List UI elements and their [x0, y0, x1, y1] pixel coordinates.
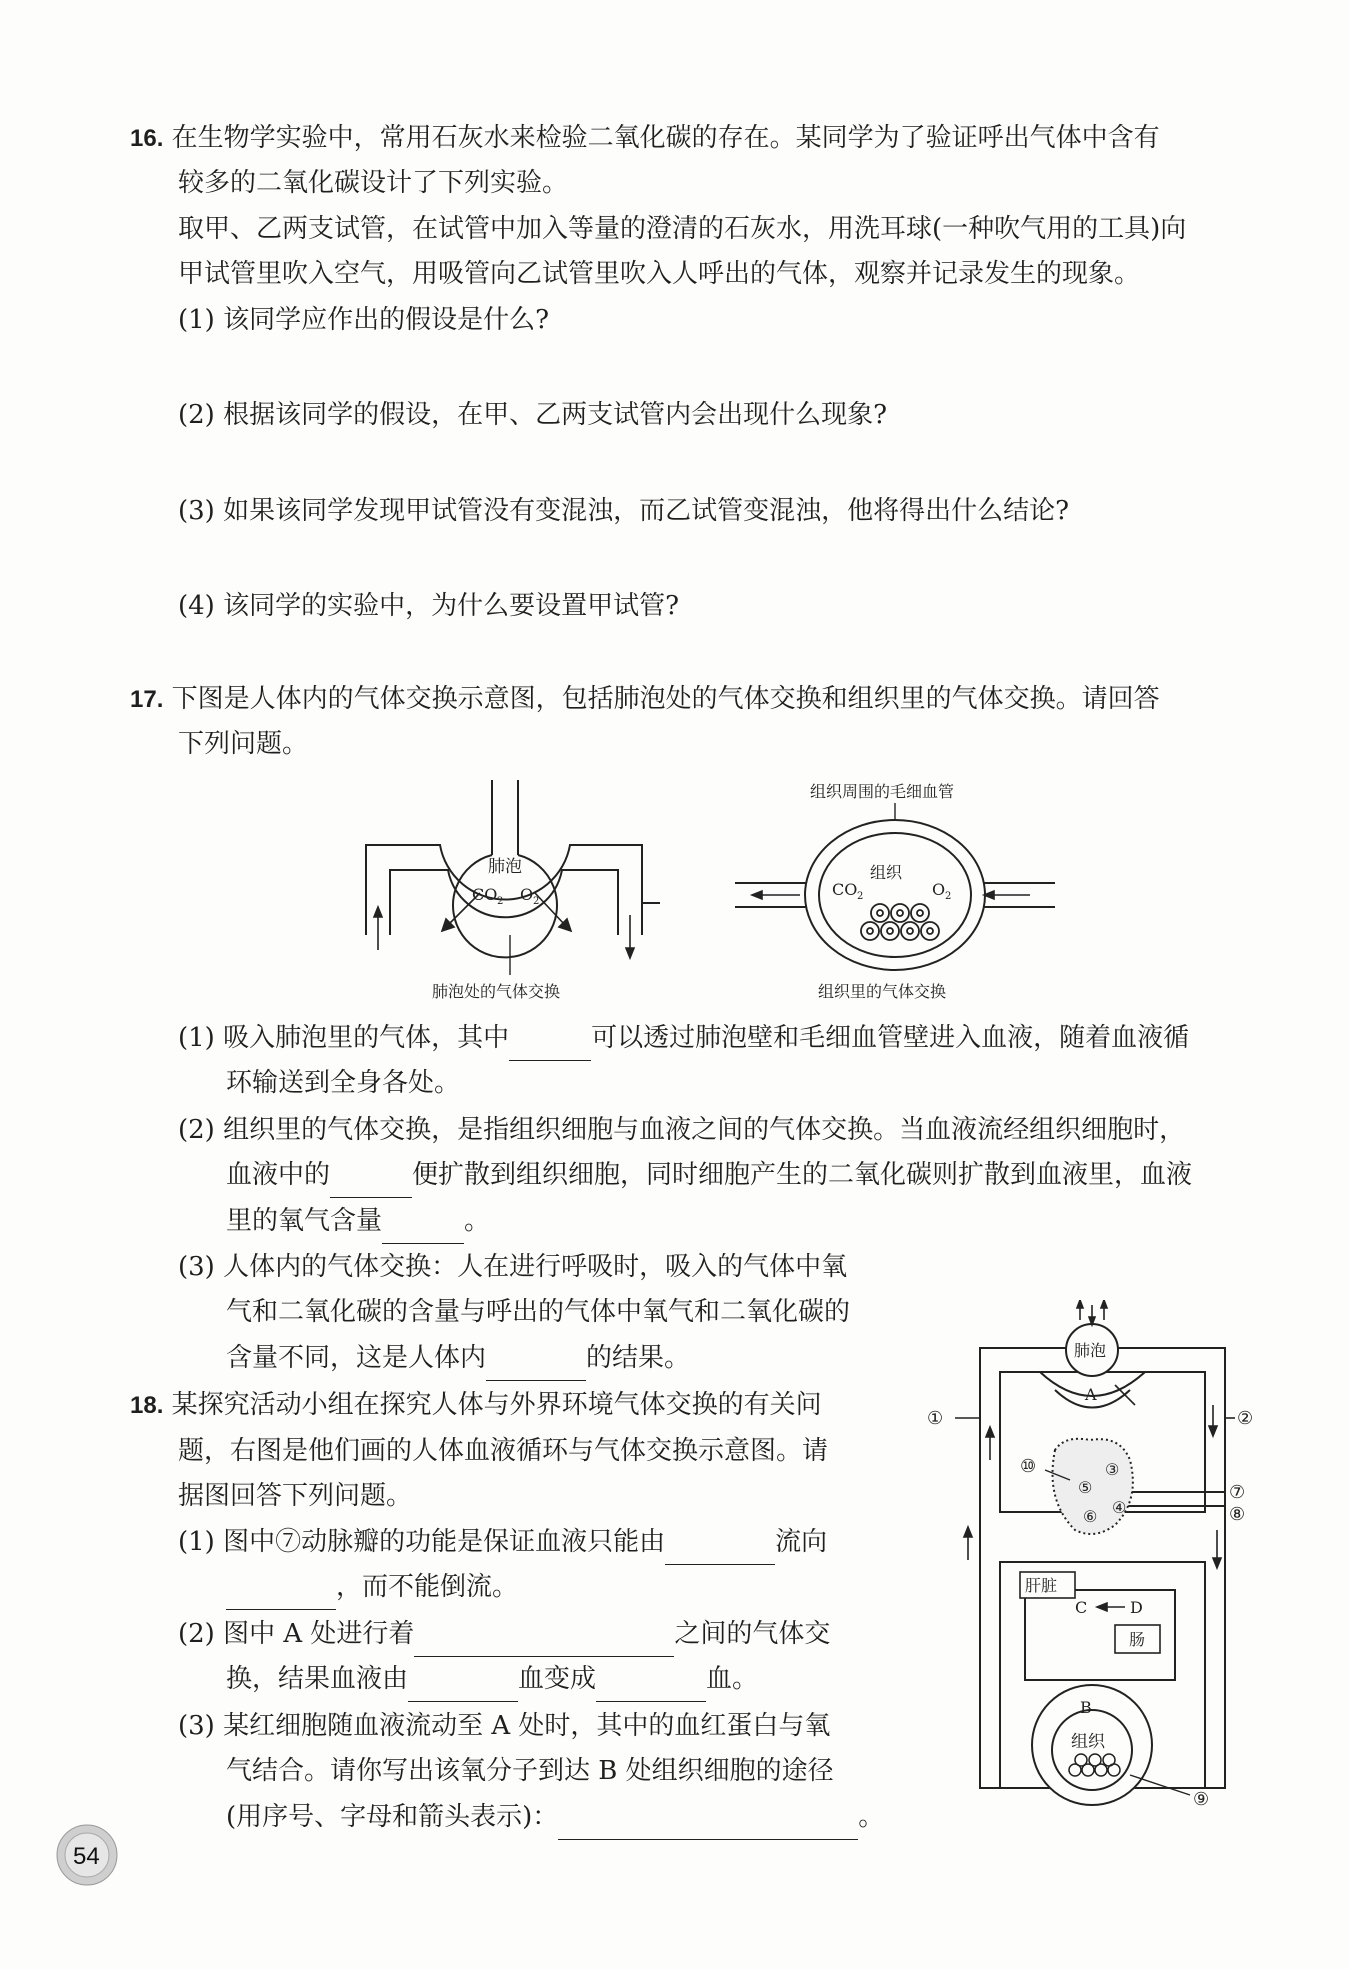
q18-sub2-blank2[interactable]	[408, 1671, 518, 1702]
q17-sub2-text-c: 便扩散到组织细胞，同时细胞产生的二氧化碳则扩散到血液里，血液	[412, 1160, 1193, 1190]
tissue-label-18: 组织	[1071, 1732, 1105, 1752]
lung-label: 肺泡	[1074, 1341, 1107, 1360]
q16-text-line4: 甲试管里吹入空气，用吸管向乙试管里吹入人呼出的气体，观察并记录发生的现象。	[178, 259, 1141, 289]
left-co2-subscript: 2	[497, 896, 504, 907]
q17-text-line2: 下列问题。	[178, 729, 309, 759]
q17-sub1-line2: 环输送到全身各处。	[226, 1068, 461, 1098]
q18-sub1-text-b: 流向	[775, 1527, 828, 1557]
q18-sub2-text-e: 血。	[706, 1664, 759, 1694]
right-co2-label: CO	[832, 880, 858, 899]
q18-text-line2: 题，右图是他们画的人体血液循环与气体交换示意图。请	[178, 1436, 829, 1466]
left-o2-label: O	[520, 885, 534, 904]
q17-sub3-line3	[226, 1336, 690, 1381]
q18-sub1-blank1[interactable]	[665, 1534, 775, 1565]
label-9: ⑨	[1193, 1789, 1210, 1810]
q17-sub3-line2: 气和二氧化碳的含量与呼出的气体中氧气和二氧化碳的	[226, 1297, 851, 1327]
q16-sub1: (1) 该同学应作出的假设是什么?	[178, 305, 550, 335]
page-number: 54	[73, 1843, 100, 1870]
right-o2-label: O	[932, 880, 946, 899]
q16-text-line2: 较多的二氧化碳设计了下列实验。	[178, 168, 569, 198]
q17-sub2-text-e: 。	[464, 1206, 491, 1236]
tissue-label: 组织	[870, 863, 903, 882]
q17-sub1-line1	[178, 1016, 1189, 1061]
label-4: ④	[1112, 1498, 1127, 1517]
q18-text-line1: 某探究活动小组在探究人体与外界环境气体交换的有关问	[171, 1390, 822, 1420]
q17-sub2-text-d: 里的氧气含量	[226, 1206, 383, 1236]
q16-sub2: (2) 根据该同学的假设，在甲、乙两支试管内会出现什么现象?	[178, 400, 888, 430]
label-7: ⑦	[1229, 1482, 1246, 1503]
label-A: A	[1085, 1385, 1097, 1404]
q17-sub2-blank2[interactable]	[382, 1213, 464, 1244]
q17-sub3-line1: (3) 人体内的气体交换：人在进行呼吸时，吸入的气体中氧	[178, 1252, 848, 1282]
q18-line1	[130, 1383, 822, 1428]
right-co2-subscript: 2	[857, 891, 864, 902]
q17-sub3-blank[interactable]	[486, 1350, 586, 1381]
q16-sub4: (4) 该同学的实验中，为什么要设置甲试管?	[178, 591, 680, 621]
label-2: ②	[1237, 1408, 1254, 1429]
q18-sub3-text-d: 。	[858, 1802, 885, 1832]
q18-sub2-text-d: 血变成	[518, 1664, 597, 1694]
q17-sub3-text-c: 含量不同，这是人体内	[226, 1343, 487, 1373]
q17-line1	[130, 677, 1160, 722]
q18-sub3-line2: 气结合。请你写出该氧分子到达 B 处组织细胞的途径	[226, 1756, 834, 1786]
label-6: ⑥	[1083, 1507, 1098, 1526]
q17-sub2-line1: (2) 组织里的气体交换，是指组织细胞与血液之间的气体交换。当血液流经组织细胞时，	[178, 1115, 1186, 1145]
liver-label: 肝脏	[1025, 1576, 1058, 1595]
q18-sub2-text-b: 之间的气体交	[674, 1619, 831, 1649]
q17-text-line1: 下图是人体内的气体交换示意图，包括肺泡处的气体交换和组织里的气体交换。请回答	[171, 684, 1160, 714]
q18-sub1-blank2[interactable]	[226, 1579, 336, 1610]
alveolus-diagram	[360, 775, 690, 1005]
q18-sub1-text-c: ，而不能倒流。	[336, 1572, 519, 1602]
q18-number: 18.	[130, 1392, 164, 1419]
q17-sub2-blank1[interactable]	[330, 1167, 412, 1198]
right-o2-subscript: 2	[945, 891, 952, 902]
q18-sub2-blank1[interactable]	[414, 1626, 674, 1657]
q17-sub3-text-d: 的结果。	[586, 1343, 691, 1373]
q16-text-line1: 在生物学实验中，常用石灰水来检验二氧化碳的存在。某同学为了验证呼出气体中含有	[171, 123, 1160, 153]
q18-sub3-blank[interactable]	[558, 1809, 858, 1840]
q18-sub1-text-a: (1) 图中⑦动脉瓣的功能是保证血液只能由	[178, 1527, 666, 1557]
intestine-label: 肠	[1129, 1630, 1146, 1649]
q17-sub2-line2	[226, 1153, 1192, 1198]
label-8: ⑧	[1229, 1504, 1246, 1525]
q17-sub1-blank[interactable]	[509, 1030, 591, 1061]
q18-text-line3: 据图回答下列问题。	[178, 1481, 413, 1511]
q18-sub2-line2	[226, 1657, 758, 1702]
label-5: ⑤	[1078, 1478, 1093, 1497]
q18-sub3-text-c: (用序号、字母和箭头表示)：	[226, 1802, 559, 1832]
label-10: ⑩	[1020, 1456, 1037, 1477]
tissue-exchange-diagram	[730, 775, 1070, 1005]
q17-sub2-text-b: 血液中的	[226, 1160, 331, 1190]
capillary-top-label: 组织周围的毛细血管	[810, 782, 955, 801]
page-number-badge	[52, 1820, 122, 1890]
q18-sub2-line1	[178, 1612, 830, 1657]
q18-sub3-line1: (3) 某红细胞随血液流动至 A 处时，其中的血红蛋白与氧	[178, 1711, 831, 1741]
label-C: C	[1075, 1598, 1088, 1617]
q16-sub3: (3) 如果该同学发现甲试管没有变混浊，而乙试管变混浊，他将得出什么结论?	[178, 496, 1070, 526]
left-co2-label: CO	[472, 885, 498, 904]
tissue-cells	[861, 904, 939, 940]
q16-line1	[130, 116, 1160, 161]
q17-sub1-text-a: (1) 吸入肺泡里的气体，其中	[178, 1023, 510, 1053]
circulation-diagram	[925, 1300, 1260, 1835]
q18-sub3-line3	[226, 1795, 884, 1840]
q18-sub1-line2	[226, 1565, 518, 1610]
q18-sub2-blank3[interactable]	[596, 1671, 706, 1702]
label-B: B	[1080, 1698, 1092, 1717]
q17-sub2-line3	[226, 1199, 490, 1244]
q16-number: 16.	[130, 125, 164, 152]
q16-text-line3: 取甲、乙两支试管，在试管中加入等量的澄清的石灰水，用洗耳球(一种吹气用的工具)向	[178, 214, 1187, 244]
q18-sub1-line1	[178, 1520, 827, 1565]
tissue-caption: 组织里的气体交换	[818, 982, 947, 1001]
q17-sub1-text-b: 可以透过肺泡壁和毛细血管壁进入血液，随着血液循	[591, 1023, 1190, 1053]
q17-number: 17.	[130, 686, 164, 713]
label-3: ③	[1105, 1460, 1120, 1479]
left-o2-subscript: 2	[533, 896, 540, 907]
alveolus-label: 肺泡	[488, 857, 522, 877]
q18-sub2-text-a: (2) 图中 A 处进行着	[178, 1619, 415, 1649]
alveolus-caption: 肺泡处的气体交换	[432, 982, 561, 1001]
q18-sub2-text-c: 换，结果血液由	[226, 1664, 409, 1694]
label-D: D	[1130, 1598, 1143, 1617]
label-1: ①	[927, 1408, 944, 1429]
